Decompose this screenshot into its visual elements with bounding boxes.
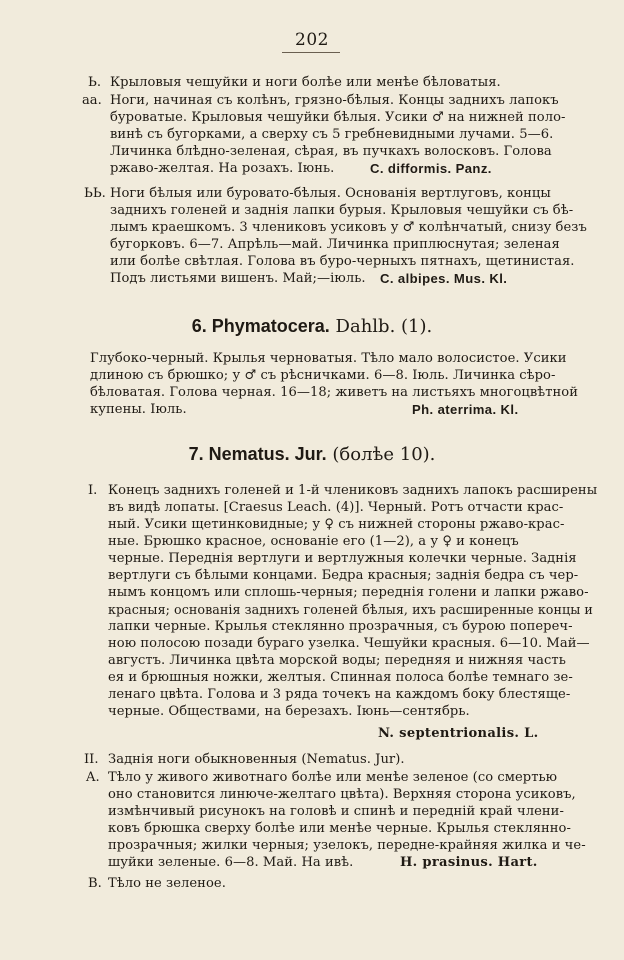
marker-II: II. bbox=[84, 752, 99, 767]
genus-7-heading-rest: (болѣе 10). bbox=[332, 444, 436, 465]
bb-line: лымъ краешкомъ. 3 члениковъ усиковъ у ♂ колѣнчатый, снизу безъ bbox=[110, 220, 587, 235]
aa-line: Ноги, начиная съ колѣнъ, грязно-бѣлыя. Концы заднихъ лапокъ bbox=[110, 93, 559, 108]
genus-6-line: длиною съ брюшко; у ♂ съ рѣсничками. 6—8. Іюль. Личинка сѣро- bbox=[90, 368, 556, 383]
genus-6-heading-bold: 6. Phymatocera. bbox=[191, 316, 330, 336]
species-difformis: C. difformis. Panz. bbox=[370, 161, 492, 176]
genus-6-line: Глубоко-черный. Крылья черноватыя. Тѣло мало волосистое. Усики bbox=[90, 351, 567, 366]
genus-6-line: купены. Іюль. bbox=[90, 402, 187, 417]
marker-A: A. bbox=[86, 770, 100, 785]
species-prasinus: H. prasinus. Hart. bbox=[400, 855, 538, 870]
bb-line: заднихъ голеней и заднія лапки бурыя. Крыловыя чешуйки съ бѣ- bbox=[110, 203, 574, 218]
A-line: шуйки зеленые. 6—8. Май. На ивѣ. bbox=[108, 855, 354, 870]
I-line: вертлуги съ бѣлыми концами. Бедра красныя; заднія бедра съ чер- bbox=[108, 568, 579, 583]
marker-bb: ЬЬ. bbox=[84, 186, 106, 201]
genus-7-heading-bold: 7. Nematus. Jur. bbox=[188, 444, 327, 464]
I-line: лапки черные. Крылья стеклянно прозрачныя, съ бурою попереч- bbox=[108, 619, 573, 634]
line-b: Крыловыя чешуйки и ноги болѣе или менѣе бѣловатыя. bbox=[110, 75, 501, 90]
aa-line: винѣ съ бугорками, а сверху съ 5 гребневидными лучами. 5—6. bbox=[110, 127, 554, 142]
bb-line: или болѣе свѣтлая. Голова въ буро-черныхъ пятнахъ, щетинистая. bbox=[110, 254, 575, 269]
aa-line: ржаво-желтая. На розахъ. Іюнь. bbox=[110, 161, 335, 176]
I-line: ленаго цвѣта. Голова и 3 ряда точекъ на каждомъ боку блестяще- bbox=[108, 687, 571, 702]
A-line: Тѣло у живого животнаго болѣе или менѣе зеленое (со смертью bbox=[108, 770, 558, 785]
species-albipes: C. albipes. Mus. Kl. bbox=[380, 271, 508, 286]
A-line: прозрачныя; жилки черныя; узелокъ, передне-крайняя жилка и че- bbox=[108, 838, 586, 853]
species-septentrionalis: N. septentrionalis. L. bbox=[378, 726, 539, 741]
I-line: ный. Усики щетинковидные; у ♀ съ нижней стороны ржаво-крас- bbox=[108, 517, 565, 532]
aa-line: буроватые. Крыловыя чешуйки бѣлыя. Усики ♂ на нижней поло- bbox=[110, 110, 566, 125]
I-line: Конецъ заднихъ голеней и 1-й члениковъ заднихъ лапокъ расширены bbox=[108, 483, 598, 498]
I-line: черные. Обществами, на березахъ. Іюнь—сентябрь. bbox=[108, 704, 470, 719]
A-line: измѣнчивый рисунокъ на головѣ и спинѣ и передній край члени- bbox=[108, 804, 564, 819]
I-line: ною полосою позади бураго узелка. Чешуйки красныя. 6—10. Май— bbox=[108, 636, 590, 651]
species-aterrima: Ph. aterrima. Kl. bbox=[412, 402, 519, 417]
I-line: красныя; основанія заднихъ голеней бѣлыя, ихъ расширенные концы и bbox=[108, 602, 593, 617]
marker-aa: aa. bbox=[82, 93, 102, 108]
I-line: въ видѣ лопаты. [Craesus Leach. (4)]. Черный. Ротъ отчасти крас- bbox=[108, 500, 564, 515]
page-number-underline bbox=[282, 52, 340, 53]
I-line: ные. Брюшко красное, основаніе его (1—2), а у ♀ и конецъ bbox=[108, 534, 519, 549]
marker-B: B. bbox=[88, 876, 102, 891]
aa-line: Личинка блѣдно-зеленая, сѣрая, въ пучкахъ волосковъ. Голова bbox=[110, 144, 552, 159]
I-line: августъ. Личинка цвѣта морской воды; передняя и нижняя часть bbox=[108, 653, 566, 668]
I-line: ея и брюшныя ножки, желтыя. Спинная полоса болѣе темнаго зе- bbox=[108, 670, 573, 685]
page-number: 202 bbox=[295, 30, 329, 50]
marker-b: Ь. bbox=[88, 75, 101, 90]
genus-6-heading-rest: Dahlb. (1). bbox=[335, 316, 433, 337]
I-line: нымъ концомъ или сплошь-черныя; переднія голени и лапки ржаво- bbox=[108, 585, 589, 600]
bb-line: Подъ листьями вишенъ. Май;—іюль. bbox=[110, 271, 366, 286]
genus-6-line: бѣловатая. Голова черная. 16—18; живетъ на листьяхъ многоцвѣтной bbox=[90, 385, 579, 400]
II-line: Заднія ноги обыкновенныя (Nematus. Jur). bbox=[108, 752, 405, 767]
bb-line: Ноги бѣлыя или буровато-бѣлыя. Основанія вертлуговъ, концы bbox=[110, 186, 551, 201]
B-line: Тѣло не зеленое. bbox=[108, 876, 226, 891]
A-line: ковъ брюшка сверху болѣе или менѣе черные. Крылья стеклянно- bbox=[108, 821, 571, 836]
bb-line: бугорковъ. 6—7. Апрѣль—май. Личинка приплюснутая; зеленая bbox=[110, 237, 560, 252]
marker-I: I. bbox=[88, 483, 98, 498]
A-line: оно становится линюче-желтаго цвѣта). Верхняя сторона усиковъ, bbox=[108, 787, 576, 802]
genus-7-heading bbox=[0, 443, 624, 466]
I-line: черные. Переднія вертлуги и вертлужныя колечки черные. Заднія bbox=[108, 551, 577, 566]
genus-6-heading bbox=[0, 315, 624, 338]
